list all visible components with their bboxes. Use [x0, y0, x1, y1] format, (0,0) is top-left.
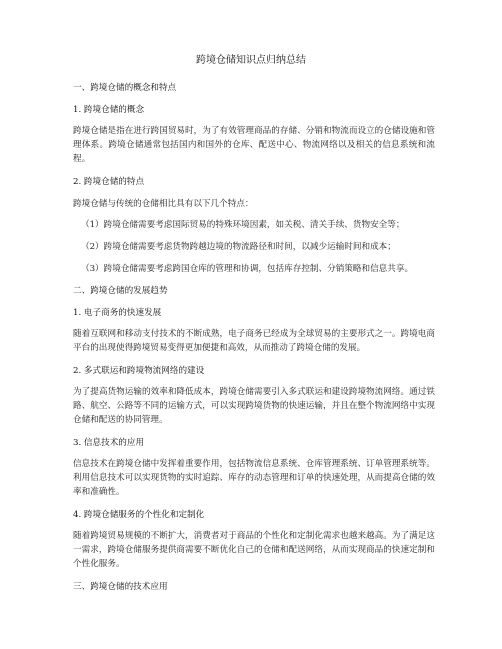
- paragraph-2-3: 信息技术在跨境仓储中发挥着重要作用，包括物流信息系统、仓库管理系统、订单管理系统等。利用信息技术可以实现货物的实时追踪、库存的动态管理和订单的快速处理，从而提高仓储的效率和准确性。: [73, 459, 435, 497]
- subheading-2-4: 4. 跨境仓储服务的个性化和定制化: [73, 510, 205, 520]
- subheading-2-3: 3. 信息技术的应用: [73, 438, 145, 448]
- paragraph-1-2: 跨境仓储与传统的仓储相比具有以下几个特点：: [73, 199, 254, 209]
- list-item-1: （1）跨境仓储需要考虑国际贸易的特殊环境因素，如关税、清关手续、货物安全等；: [81, 220, 405, 230]
- paragraph-2-4: 随着跨境贸易规模的不断扩大，消费者对于商品的个性化和定制化需求也越来越高。为了满足这一需求，跨境仓储服务提供商需要不断优化自己的仓储和配送网络，从而实现商品的快速定制和个性化服务。: [73, 531, 435, 569]
- paragraph-1-1: 跨境仓储是指在进行跨国贸易时，为了有效管理商品的存储、分销和物流而设立的仓储设施和管理体系。跨境仓储通常包括国内和国外的仓库、配送中心、物流网络以及相关的信息系统和流程。: [73, 126, 435, 164]
- subheading-2-2: 2. 多式联运和跨境物流网络的建设: [73, 366, 205, 376]
- section-heading-3: 三、跨境仓储的技术应用: [73, 582, 168, 592]
- list-item-2: （2）跨境仓储需要考虑货物跨越边境的物流路径和时间，以减少运输时间和成本；: [81, 242, 396, 252]
- section-heading-1: 一、跨境仓储的概念和特点: [73, 83, 177, 93]
- section-heading-2: 二、跨境仓储的发展趋势: [73, 286, 168, 296]
- subheading-1-1: 1. 跨境仓储的概念: [73, 105, 145, 115]
- subheading-1-2: 2. 跨境仓储的特点: [73, 177, 145, 187]
- subheading-2-1: 1. 电子商务的快速发展: [73, 308, 162, 318]
- paragraph-2-1: 随着互联网和移动支付技术的不断成熟，电子商务已经成为全球贸易的主要形式之一。跨境电商平台的出现使得跨境贸易变得更加便捷和高效，从而推动了跨境仓储的发展。: [73, 329, 435, 353]
- list-item-3: （3）跨境仓储需要考虑跨国仓库的管理和协调，包括库存控制、分销策略和信息共享。: [81, 264, 414, 274]
- paragraph-2-2: 为了提高货物运输的效率和降低成本，跨境仓储需要引入多式联运和建设跨境物流网络。通过铁路、航空、公路等不同的运输方式，可以实现跨境货物的快速运输，并且在整个物流网络中实现仓储和配送的协同管理。: [73, 387, 435, 425]
- document-title: 跨境仓储知识点归纳总结: [196, 55, 306, 66]
